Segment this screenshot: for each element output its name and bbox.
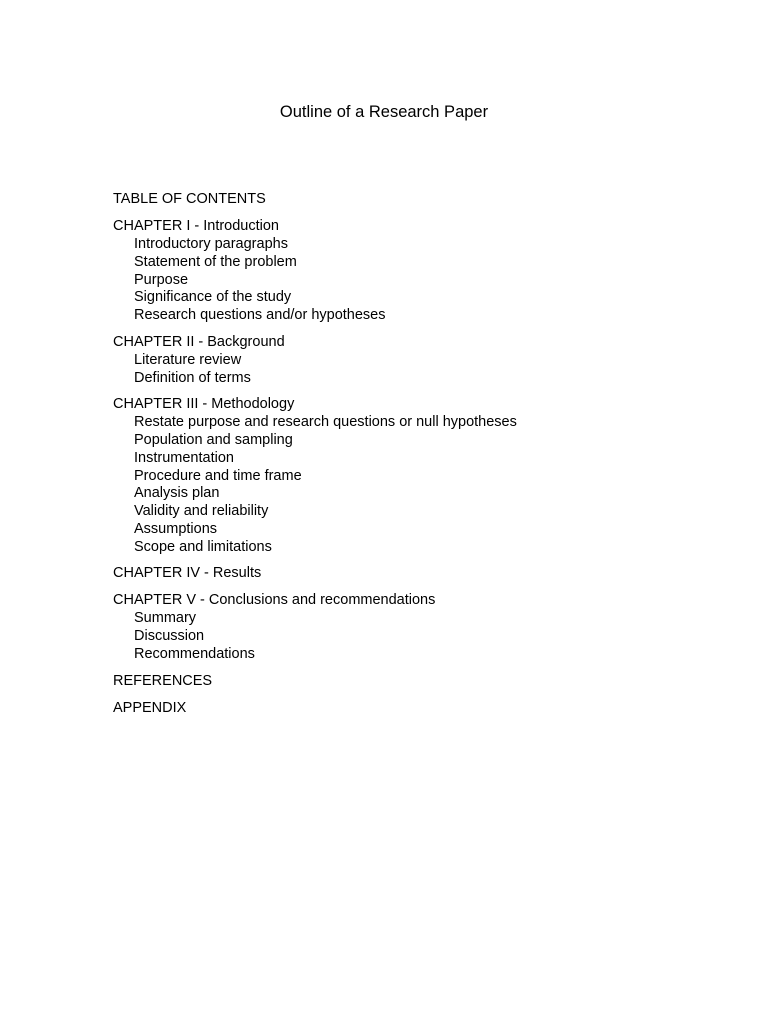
outline-item: Discussion (134, 628, 205, 644)
outline-item: Procedure and time frame (134, 467, 302, 484)
outline-item: Purpose (134, 271, 189, 288)
toc-heading: TABLE OF CONTENTS (113, 191, 266, 207)
outline-item: Literature review (134, 351, 242, 368)
table-of-contents (113, 189, 713, 725)
outline-item: Population and sampling (134, 432, 293, 448)
outline-item: Scope and limitations (134, 538, 272, 555)
outline-item: Analysis plan (134, 485, 220, 502)
chapter-section (113, 590, 713, 663)
outline-item: Instrumentation (134, 449, 234, 466)
outline-item: Statement of the problem (134, 253, 297, 270)
chapter-title: CHAPTER II - Background (113, 333, 285, 350)
chapter-title: CHAPTER I - Introduction (113, 218, 279, 234)
outline-item: Assumptions (134, 520, 218, 537)
outline-item: Recommendations (134, 645, 255, 662)
outline-item: Summary (134, 610, 197, 627)
outline-item: Restate purpose and research questions or null hypotheses (134, 414, 517, 431)
appendix-label: APPENDIX (113, 699, 187, 716)
chapter-section (113, 563, 713, 583)
chapter-section (113, 216, 713, 325)
outline-item: Validity and reliability (134, 503, 269, 519)
chapter-list (113, 216, 713, 664)
outline-item: Significance of the study (134, 289, 292, 306)
chapter-section (113, 394, 713, 556)
outline-item: Research questions and/or hypotheses (134, 307, 386, 323)
chapter-title: CHAPTER V - Conclusions and recommendations (113, 592, 436, 609)
chapter-title: CHAPTER III - Methodology (113, 396, 295, 413)
outline-item: Introductory paragraphs (134, 236, 288, 252)
outline-item: Definition of terms (134, 369, 251, 386)
references-label: REFERENCES (113, 672, 213, 689)
page-title: Outline of a Research Paper (279, 103, 489, 121)
chapter-section (113, 332, 713, 388)
chapter-title: CHAPTER IV - Results (113, 565, 262, 582)
